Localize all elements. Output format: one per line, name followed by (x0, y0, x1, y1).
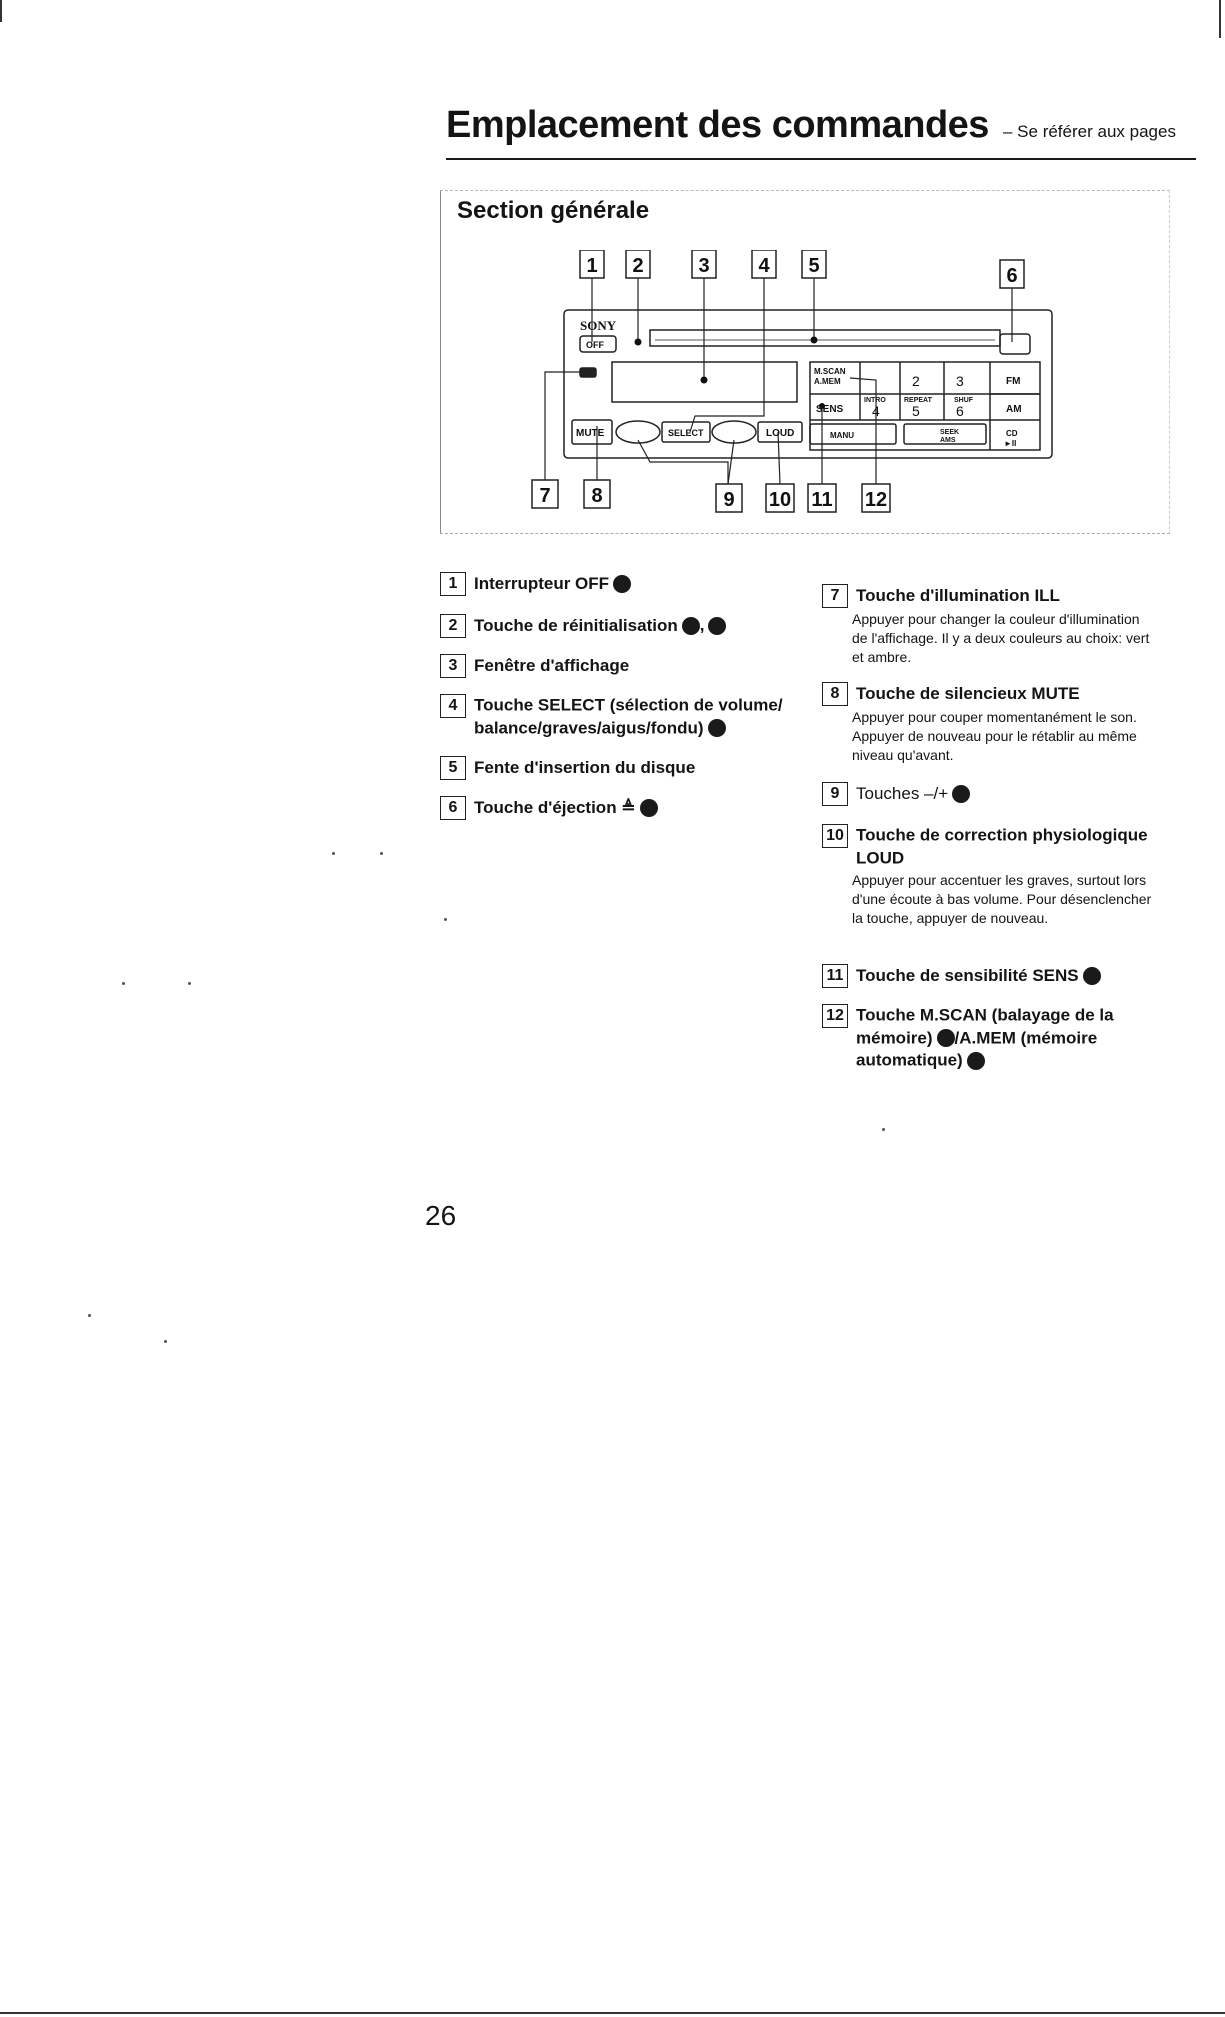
eject-button (1000, 334, 1030, 354)
page-ref-icon (952, 785, 970, 803)
callout-11: 11 (811, 489, 833, 511)
page-ref-icon (1083, 967, 1101, 985)
list-item (440, 756, 695, 780)
scan-edge-mark (1219, 0, 1221, 38)
item-label-cont: balance/graves/aigus/fondu) (474, 718, 704, 738)
item-number: 7 (822, 584, 848, 608)
amem-label: A.MEM (814, 377, 841, 386)
list-item (440, 694, 783, 739)
list-item (822, 824, 1152, 928)
page-title-text: Emplacement des commandes (446, 104, 989, 146)
key-5: 5 (912, 403, 920, 419)
callout-4: 4 (758, 255, 770, 277)
page-title (446, 104, 1176, 147)
item-number: 4 (440, 694, 466, 718)
item-label: Touche de silencieux MUTE (856, 684, 1080, 703)
page-ref-icon (640, 799, 658, 817)
intro-label: INTRO (864, 397, 886, 404)
item-number: 12 (822, 1004, 848, 1028)
scan-speck (164, 1340, 167, 1343)
list-item (822, 682, 1152, 765)
item-label: Touche de correction physiologique (856, 825, 1148, 845)
stereo-chassis (564, 310, 1052, 458)
loud-label: LOUD (766, 428, 795, 439)
scan-speck (882, 1128, 885, 1131)
page-number: 26 (425, 1200, 457, 1231)
item-label: Fente d'insertion du disque (474, 758, 696, 777)
item-label-cont: LOUD (856, 848, 905, 868)
scan-speck (88, 1314, 91, 1317)
fm-label: FM (1006, 376, 1021, 387)
seek-label: SEEK (940, 429, 960, 436)
mute-label: MUTE (576, 428, 605, 439)
callout-1: 1 (586, 255, 598, 277)
item-label-cont: automatique) (856, 1050, 963, 1070)
callout-labels (539, 255, 1017, 511)
callout-8: 8 (591, 485, 603, 507)
callout-10: 10 (768, 489, 792, 511)
item-description: Appuyer pour couper momentanément le son. Appuyer de nouveau pour le rétablir au même niveau qu'avant. (852, 709, 1137, 763)
plus-button (712, 421, 756, 443)
item-description: Appuyer pour changer la couleur d'illumination de l'affichage. Il y a deux couleurs au choix: vert et ambre. (852, 611, 1150, 665)
item-number: 8 (822, 682, 848, 706)
key-6: 6 (956, 403, 964, 419)
section-title: Section générale (457, 197, 650, 224)
shuf-label: SHUF (954, 397, 974, 404)
page-ref-icon (708, 719, 726, 737)
list-item (440, 796, 658, 820)
play-pause-label: ►II (1004, 439, 1017, 448)
item-label-cont: /A.MEM (mémoire (954, 1028, 1098, 1048)
item-number: 11 (822, 964, 848, 988)
scan-bottom-edge (0, 2012, 1225, 2014)
scan-edge-mark (0, 0, 2, 22)
list-item (440, 654, 629, 678)
key-3: 3 (956, 373, 964, 389)
item-number: 2 (440, 614, 466, 638)
item-number: 3 (440, 654, 466, 678)
item-label: Touches –/+ (856, 784, 949, 803)
list-item (822, 584, 1152, 667)
mscan-label: M.SCAN (814, 367, 846, 376)
item-number: 6 (440, 796, 466, 820)
item-label: Touche de réinitialisation (474, 616, 678, 635)
scan-speck (188, 982, 191, 985)
page-ref-icon (967, 1052, 985, 1070)
ams-label: AMS (940, 437, 956, 444)
repeat-label: REPEAT (904, 397, 932, 404)
am-label: AM (1006, 404, 1022, 415)
item-number: 1 (440, 572, 466, 596)
manu-label: MANU (830, 431, 854, 440)
ill-button (580, 368, 596, 377)
callout-9: 9 (723, 489, 735, 511)
page-ref-icon (937, 1029, 955, 1047)
select-label: SELECT (668, 428, 704, 438)
page-ref-icon (613, 575, 631, 593)
callout-6: 6 (1006, 265, 1018, 287)
item-label: Touche de sensibilité SENS (856, 966, 1079, 985)
item-label: Touche SELECT (sélection de volume/ (474, 695, 783, 715)
item-number: 5 (440, 756, 466, 780)
minus-button (616, 421, 660, 443)
sens-label: SENS (816, 404, 844, 415)
scan-speck (122, 982, 125, 985)
disc-slot (650, 330, 1000, 346)
item-label: Touche M.SCAN (balayage de la (856, 1005, 1114, 1025)
item-number: 9 (822, 782, 848, 806)
title-divider (446, 158, 1196, 160)
scan-speck (444, 918, 447, 921)
scan-speck (380, 852, 383, 855)
stereo-diagram (520, 250, 1080, 522)
scan-speck (332, 852, 335, 855)
callout-7: 7 (539, 485, 551, 507)
callout-5: 5 (808, 255, 820, 277)
page-ref-icon (708, 617, 726, 635)
list-item (822, 964, 1152, 988)
list-item (822, 782, 1152, 806)
off-label: OFF (586, 340, 604, 350)
item-label: Touche d'illumination ILL (856, 586, 1060, 605)
cd-label: CD (1006, 429, 1018, 438)
callout-3: 3 (698, 255, 710, 277)
key-4: 4 (872, 403, 880, 419)
key-2: 2 (912, 373, 920, 389)
brand-logo: SONY (580, 318, 617, 333)
list-item (822, 1004, 1152, 1072)
item-label-cont: mémoire) (856, 1028, 933, 1048)
item-description: Appuyer pour accentuer les graves, surtout lors d'une écoute à bas volume. Pour désenclencher la touche, appuyer de nouveau. (852, 872, 1152, 927)
item-label: Fenêtre d'affichage (474, 656, 630, 675)
item-label: Touche d'éjection ≜ (474, 798, 636, 817)
list-item (440, 572, 631, 596)
page-ref-icon (682, 617, 700, 635)
callout-12: 12 (864, 489, 888, 511)
page-subtitle: – Se référer aux pages (1003, 122, 1176, 141)
item-number: 10 (822, 824, 848, 848)
callout-2: 2 (632, 255, 644, 277)
item-label: Interrupteur OFF (474, 574, 610, 593)
list-item: 2 Touche de réinitialisation , (440, 614, 726, 638)
